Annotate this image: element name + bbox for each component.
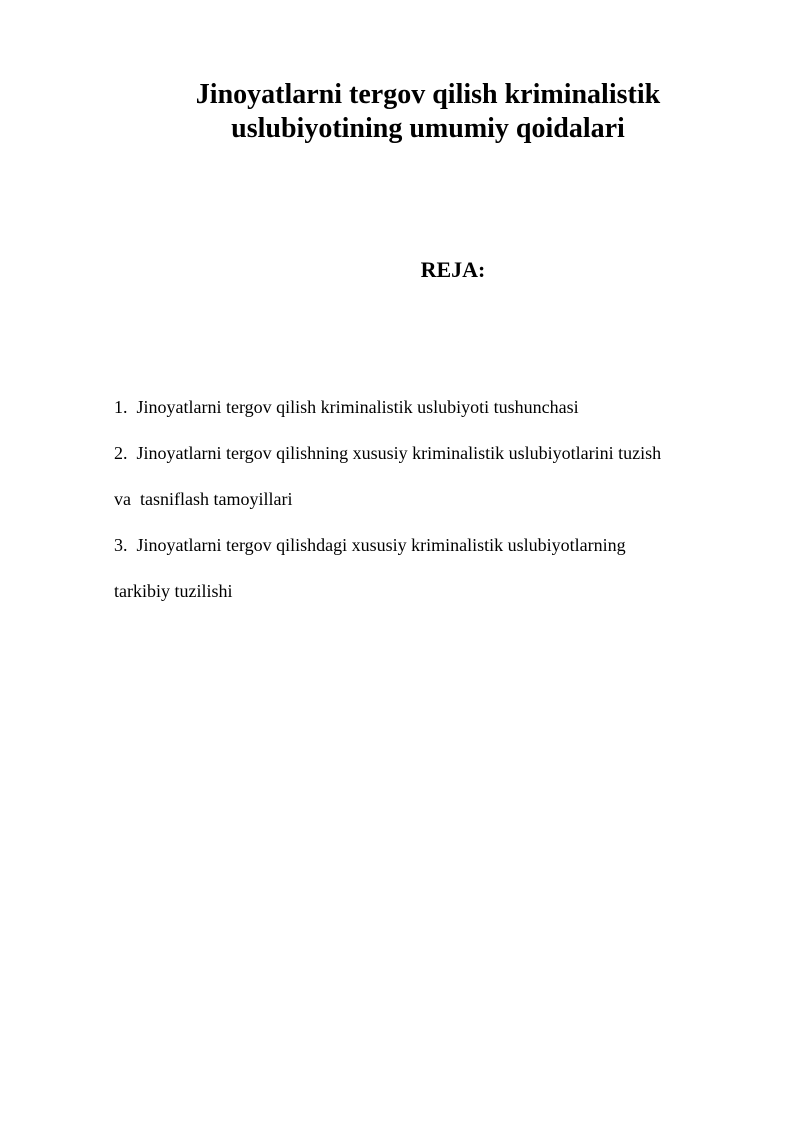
title-line-1: Jinoyatlarni tergov qilish kriminalistik [195, 79, 661, 110]
plan-list [114, 394, 754, 624]
plan-heading: REJA: [420, 257, 486, 282]
plan-item-2-continuation: va tasniflash tamoyillari [114, 489, 293, 509]
title-line-2: uslubiyotining umumiy qoidalari [231, 113, 625, 144]
plan-item-3: 3. Jinoyatlarni tergov qilishdagi xususiy kriminalistik uslubiyotlarning [114, 535, 626, 555]
document-title [140, 78, 716, 146]
plan-item-1: 1. Jinoyatlarni tergov qilish kriminalistik uslubiyoti tushunchasi [114, 397, 579, 417]
plan-item-3-continuation: tarkibiy tuzilishi [114, 581, 233, 601]
plan-item-2: 2. Jinoyatlarni tergov qilishning xususiy kriminalistik uslubiyotlarini tuzish [114, 443, 662, 463]
